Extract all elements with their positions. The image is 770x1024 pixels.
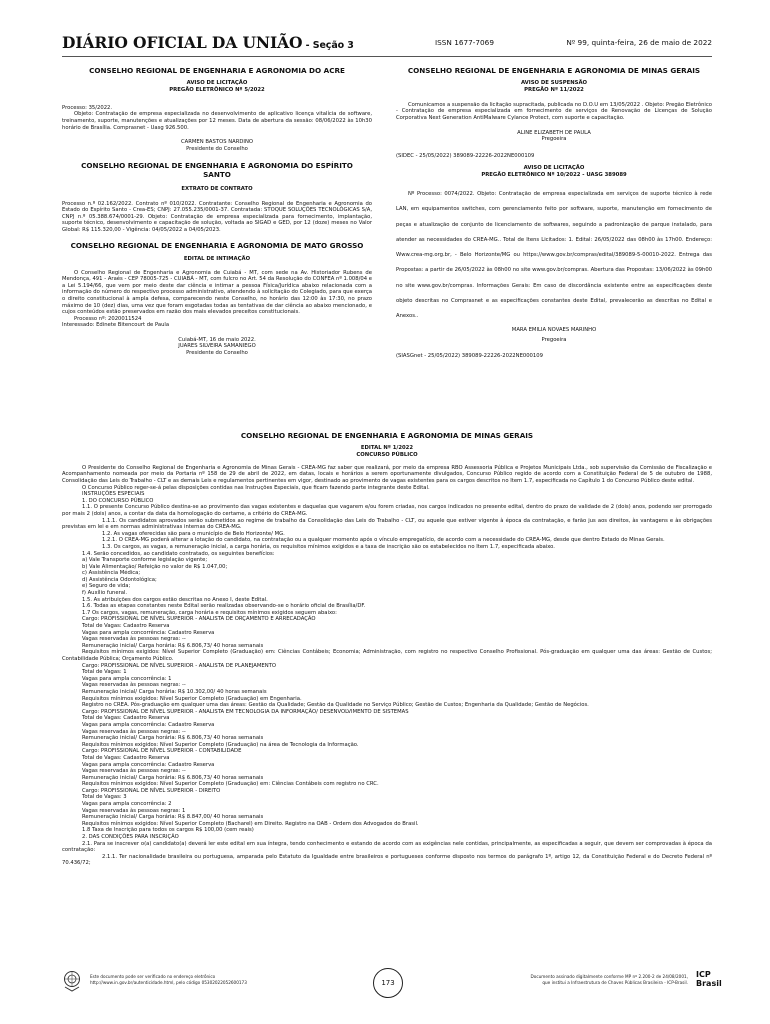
edital-paragraph: Vagas reservadas às pessoas negras: -- (82, 768, 186, 775)
edital-paragraph: Total de Vagas: 3 (82, 794, 127, 801)
edital-paragraph: Remuneração inicial/ Carga horária: R$ 8.847,00/ 40 horas semanais (82, 814, 264, 821)
acre-org-heading: CONSELHO REGIONAL DE ENGENHARIA E AGRONOMIA DO ACRE (89, 66, 345, 75)
edital-paragraph: Cargo: PROFISSIONAL DE NÍVEL SUPERIOR - ANALISTA DE PLANEJAMENTO (82, 662, 276, 669)
mg-signer-role: Pregoeira (541, 136, 567, 143)
edital-paragraph: Requisitos mínimos exigidos: Nível Superior Completo (Graduação) em: Ciências Contábeis com registro no CRC. (82, 781, 379, 788)
left-column (62, 67, 372, 357)
edital-paragraph: Vagas reservadas às pessoas negras: -- (82, 728, 186, 735)
mg-siasg-reference: (SIASGnet - 25/05/2022) 389089-22226-2022NE000109 (396, 352, 543, 359)
mt-edital-type: EDITAL DE INTIMAÇÃO (183, 255, 251, 262)
mg-edital-org-heading: CONSELHO REGIONAL DE ENGENHARIA E AGRONOMIA DE MINAS GERAIS (240, 431, 534, 440)
edital-paragraph: 2.1. Para se inscrever o(a) candidato(a) deverá ler este edital em sua íntegra, tendo conhecimento e estando de acordo com as exigências nele contidas, principalmente, as especificadas a seguir, que devem ser comprovadas à época da contratação: (62, 840, 712, 854)
edital-paragraph: Registro no CREA. Pós-graduação em qualquer uma das áreas: Gestão da Qualidade; Gestão da Qualidade no Serviço Público; Gestão de Custos; Engenharia da Qualidade; Gestão de Negócios. (82, 702, 589, 709)
edital-paragraph: Total de Vagas: 1 (82, 669, 127, 676)
edital-paragraph: b) Vale Alimentação/ Refeição no valor de R$ 1.047,00; (82, 563, 228, 570)
edital-paragraph: Cargo: PROFISSIONAL DE NÍVEL SUPERIOR - CONTABILIDADE (82, 748, 242, 755)
mt-body: O Conselho Regional de Engenharia e Agronomia de Cuiabá - MT, com sede na Av. Historiador Rubens de Mendonça, 491 - Araés - CEP 78005-725 - CUIABÁ - MT, com fulcro no Art. 54 da Resolução do CONFEA nº 1.008/04 e a Lei 5.194/66, que vem por meio deste dar ciência e intimar a pessoa Física/Jurídica abaixo relacionada com a informação do número do respectivo processo administrativo, atendendo à solicitação do Colegiado, para que exerça o direito constitucional à ampla defesa, comparecendo neste Conselho, no horário das 12:00 às 17:30, no prazo máximo de 10 (dez) dias, uma vez que foram esgotadas todas as tentativas de dar ciência ao abaixo mencionado, e cujos conteúdos estão preservados em razão dos mais elevados preceitos constitucionais. (62, 269, 372, 316)
edital-paragraph: Cargo: PROFISSIONAL DE NÍVEL SUPERIOR - DIREITO (82, 787, 221, 794)
acre-processo: Processo: 35/2022. (62, 104, 113, 111)
edital-paragraph: Vagas para ampla concorrência: Cadastro Reserva (82, 721, 215, 728)
mg-edital-number: EDITAL Nº 1/2022 (360, 445, 414, 452)
header-rule (62, 56, 712, 57)
mg-signer-2-role: Pregoeira (541, 337, 567, 344)
mg-pregao-number-2: PREGÃO ELETRÔNICO Nº 10/2022 - UASG 389089 (481, 172, 627, 179)
edital-paragraph: Remuneração inicial/ Carga horária: R$ 6.806,73/ 40 horas semanais (82, 735, 264, 742)
edital-paragraph: 1.2. As vagas oferecidas são para o município de Belo Horizonte/ MG. (102, 530, 285, 537)
edital-paragraph: 1.3. Os cargos, as vagas, a remuneração inicial, a carga horária, os requisitos mínimos exigidos e a taxa de inscrição são os estabelecidos no Item 1.7, especificada abaixo. (102, 543, 555, 550)
mt-processo: Processo nº: 2020011524 (74, 315, 142, 322)
acre-pregao-number: PREGÃO ELETRÔNICO Nº 5/2022 (169, 87, 265, 93)
edital-paragraph: Cargo: PROFISSIONAL DE NÍVEL SUPERIOR - ANALISTA EM TECNOLOGIA DA INFORMAÇÃO/ DESENVOLVIMENTO DE SISTEMAS (82, 708, 409, 715)
mg-signer: ALINE ELIZABETH DE PAULA (517, 129, 591, 136)
edital-paragraph: Remuneração inicial/ Carga horária: R$ 6.806,73/ 40 horas semanais (82, 774, 264, 781)
edital-paragraph: Remuneração inicial/ Carga horária: R$ 6.806,73/ 40 horas semanais (82, 642, 264, 649)
edital-paragraph: O Presidente do Conselho Regional de Engenharia e Agronomia de Minas Gerais - CREA-MG faz saber que realizará, por meio da empresa RBO Assessoria Pública e Projetos Municipais Ltda., sob supervisão da Comissão de Fiscalização e Acompanhamento nomeada por meio da Portaria nº 158 de 29 de abril de 2022, em datas, locais e horários a serem oportunamente divulgados, Concurso Público regido de acordo com a Constituição Federal de 5 de outubro de 1988, Consolidação das Leis do Trabalho - CLT e as demais Leis e regulamentos pertinentes em vigor, destinado ao provimento de vagas existentes para os cargos descritos no Item 1.7, especificada no Capítulo 1 do Concurso Público deste edital. (62, 464, 712, 484)
edital-paragraph: 1.7 Os cargos, vagas, remuneração, carga horária e requisitos mínimos exigidos seguem abaixo: (82, 609, 337, 616)
edital-paragraph: Total de Vagas: Cadastro Reserva (82, 623, 170, 630)
mg-notice-type-2: AVISO DE LICITAÇÃO (523, 165, 585, 172)
section-label: - Seção 3 (302, 40, 354, 51)
icp-brasil-logo (696, 970, 722, 992)
edital-paragraph: Cargo: PROFISSIONAL DE NÍVEL SUPERIOR - ANALISTA DE ORÇAMENTO E ARRECADAÇÃO (82, 616, 316, 623)
mt-signer: JUARES SILVEIRA SAMANIEGO (178, 343, 256, 350)
edital-paragraph: 1.5. As atribuições dos cargos estão descritas no Anexo I, deste Edital. (82, 596, 268, 603)
mg-org-heading: CONSELHO REGIONAL DE ENGENHARIA E AGRONOMIA DE MINAS GERAIS (407, 66, 701, 75)
acre-signer: CARMEN BASTOS NARDINO (180, 139, 254, 146)
edital-paragraph: Total de Vagas: Cadastro Reserva (82, 715, 170, 722)
page-footer (62, 966, 722, 996)
page-number: 173 (373, 968, 403, 998)
edital-paragraph: 1.8 Taxa de Inscrição para todos os cargos R$ 100,00 (cem reais) (82, 827, 254, 834)
mg-concurso-title: CONCURSO PÚBLICO (356, 452, 418, 458)
edital-paragraph: Vagas para ampla concorrência: 2 (82, 801, 172, 808)
edital-paragraph: 1.2.1. O CREA-MG poderá alterar a lotação do candidato, na contratação ou a qualquer momento após o vínculo empregatício, de acordo com a necessidade do CREA-MG, desde que dentro Estado do Minas Gerais. (102, 537, 665, 544)
mg-concurso-section (62, 432, 712, 867)
edital-paragraph: Vagas para ampla concorrência: 1 (82, 675, 172, 682)
edital-paragraph: Remuneração inicial/ Carga horária: R$ 10.302,00/ 40 horas semanais (82, 688, 267, 695)
edital-body (62, 465, 712, 867)
right-column (396, 67, 712, 359)
edital-paragraph: 1.6. Todas as etapas constantes neste Edital serão realizadas observando-se o horário oficial de Brasília/DF. (82, 603, 366, 610)
issue-number-date: Nº 99, quinta-feira, 26 de maio de 2022 (566, 38, 712, 47)
edital-paragraph: Vagas para ampla concorrência: Cadastro Reserva (82, 761, 215, 768)
edital-paragraph: O Concurso Público reger-se-á pelas disposições contidas nas Instruções Especiais, que ficam fazendo parte integrante deste Edital. (82, 484, 430, 491)
edital-paragraph: INSTRUÇÕES ESPECIAIS (82, 491, 145, 498)
edital-paragraph: 1.1.1. Os candidatos aprovados serão submetidos ao regime de trabalho da Consolidação das Leis do Trabalho - CLT, ou aquele que estiver vigente à época da contratação, e farão jus aos direitos, às vantagens e às obrigações previstas em lei e em normas administrativas internas do CREA-MG. (62, 517, 712, 531)
issn: ISSN 1677-7069 (435, 38, 494, 47)
coat-of-arms-icon (62, 970, 82, 992)
edital-paragraph: 2. DAS CONDIÇÕES PARA INSCRIÇÃO (82, 834, 179, 841)
edital-paragraph: Requisitos mínimos exigidos: Nível Superior Completo (Graduação) em Engenharia. (82, 695, 302, 702)
mg-pregao-number: PREGÃO Nº 11/2022 (524, 87, 584, 93)
edital-paragraph: Vagas reservadas às pessoas negras: -- (82, 682, 186, 689)
footer-verify-text: Este documento pode ser verificado no endereço eletrônico http://www.in.gov.br/autenticidade.html, pelo código 05302022052600173 (90, 974, 247, 985)
edital-paragraph: e) Seguro de vida; (82, 583, 131, 590)
edital-paragraph: f) Auxílio funeral. (82, 590, 128, 597)
mg-licitacao-body: Nº Processo: 0074/2022. Objeto: Contratação de empresa especializada em serviços de suporte técnico à rede LAN, em equipamentos switches, com gerenciamento feito por software, suporte, manutenção em fornecimento de peças e atualização de conjunto de licenciamento de softwares, seguindo a padronização de parque instalado, para atender as necessidades do CREA-MG.. Total de Itens Licitados: 1. Edital: 26/05/2022 das 08h00 às 17h00. Endereço: Www.crea-mg.org.br, - Belo Horizonte/MG ou https://www.gov.br/compras/edital/389089-5-00010-2022. Entrega das Propostas: a partir de 26/05/2022 às 08h00 no site www.gov.br/compras. Abertura das Propostas: 13/06/2022 às 09h00 no site www.gov.br/compras. Informações Gerais: Em caso de discordância existente entre as especificações deste objeto descritas no Comprasnet e as especificações constantes deste Edital, prevalecerão as descritas no Edital e Anexos.. (396, 190, 712, 320)
edital-paragraph: 1.4. Serão concedidos, ao candidato contratado, os seguintes benefícios: (82, 550, 275, 557)
mg-notice-type: AVISO DE SUSPENSÃO (520, 80, 588, 87)
icp-logo-text: ICP Brasil (696, 970, 722, 988)
edital-paragraph: Vagas reservadas às pessoas negras: -- (82, 636, 186, 643)
page-header (62, 33, 712, 53)
mt-interessado: Interessado: Edinete Bitencourt de Paula (62, 322, 170, 329)
acre-notice-type: AVISO DE LICITAÇÃO (186, 80, 248, 87)
mt-org-heading: CONSELHO REGIONAL DE ENGENHARIA E AGRONOMIA DE MATO GROSSO (70, 240, 364, 250)
es-org-heading: CONSELHO REGIONAL DE ENGENHARIA E AGRONOMIA DO ESPÍRITO SANTO (81, 161, 353, 179)
footer-signature-text: Documento assinado digitalmente conforme MP nº 2.200-2 de 24/08/2001, que institui a Infraestrutura de Chaves Públicas Brasileira - ICP-Brasil. (530, 974, 688, 985)
mt-signer-role: Presidente do Conselho (186, 350, 248, 357)
edital-paragraph: 2.1.1. Ter nacionalidade brasileira ou portuguesa, amparada pelo Estatuto da Igualdade entre brasileiros e portugueses conforme disposto nos termos do parágrafo 1º, artigo 12, da Constituição Federal e do Decreto Federal nº 70.436/72; (62, 853, 712, 867)
edital-paragraph: Vagas reservadas às pessoas negras: 1 (82, 807, 186, 814)
edital-paragraph: Requisitos mínimos exigidos: Nível Superior Completo (Bacharel) em Direito. Registro na OAB - Ordem dos Advogados do Brasil. (82, 820, 419, 827)
edital-paragraph: Requisitos mínimos exigidos: Nível Superior Completo (Graduação) em: Ciências Contábeis; Economia; Administração, com registro no respectivo Conselho Profissional. Pós-graduação em qualquer uma das áreas: Gestão de Custos; Contabilidade Pública; Orçamento Público. (62, 649, 712, 663)
edital-paragraph: Total de Vagas: Cadastro Reserva (82, 754, 170, 761)
edital-paragraph: c) Assistência Médica; (82, 570, 141, 577)
edital-paragraph: d) Assistência Odontológica; (82, 576, 157, 583)
edital-paragraph: 1. DO CONCURSO PÚBLICO (82, 497, 154, 504)
edital-paragraph: a) Vale Transporte conforme legislação vigente; (82, 557, 208, 564)
mg-suspension-body: Comunicamos a suspensão da licitação supracitada, publicada no D.O.U em 13/05/2022 . Objeto: Pregão Eletrônico - Contratação de empresa especializada em fornecimento de serviços de Renovação de Licenças de Solução Corporativa Next Generation AntiMalware Cylance Protect, com suporte e capacitação. (396, 101, 712, 121)
es-body: Processo n.º 02.162/2022. Contrato nº 010/2022. Contratante: Conselho Regional de Engenharia e Agronomia do Estado do Espírito Santo - Crea-ES; CNPJ: 27.055.235/0001-37. Contratada: STOQUE SOLUÇÕES TECNOLÓGICAS S/A, CNPJ n.º 05.388.674/0001-29. Objeto: Contratação de empresa especializada para fornecimento, implantação, suporte técnico, desenvolvimento e capacitação de solução, voltada ao SIGAD e GED, por 12 (doze) meses no Valor Global: R$ 115.320,00 - Vigência: 04/05/2022 a 04/05/2023. (62, 200, 372, 233)
acre-signer-role: Presidente do Conselho (186, 145, 248, 152)
mg-sidec-reference: (SIDEC - 25/05/2022) 389089-22226-2022NE000109 (396, 152, 535, 159)
mg-signer-2: MARA EMILIA NOVAES MARINHO (511, 326, 597, 333)
edital-paragraph: Requisitos mínimos exigidos: Nível Superior Completo (Graduação) na área de Tecnologia da Informação. (82, 741, 359, 748)
publication-title: DIÁRIO OFICIAL DA UNIÃO - Seção 3 (62, 33, 354, 52)
edital-paragraph: Vagas para ampla concorrência: Cadastro Reserva (82, 629, 215, 636)
acre-objeto: Objeto: Contratação de empresa especializada no desenvolvimento de aplicativo licença vitalícia de software, treinamento, suporte, manutenções e atualizações por 12 meses. Data de abertura da sessão: 08/06/2022 às 10h30 horário de Brasília. Comprasnet - Uasg 926.500. (62, 111, 372, 131)
es-extrato-type: EXTRATO DE CONTRATO (181, 185, 253, 192)
mt-place-date: Cuiabá-MT, 16 de maio 2022. (178, 336, 256, 343)
edital-paragraph: 1.1. O presente Concurso Público destina-se ao provimento das vagas existentes e daquelas que vagarem e/ou forem criadas, nos cargos indicados no presente edital, dentro do prazo de validade de 2 (dois) anos, podendo ser prorrogado por mais 2 (dois) anos, a contar da data da homologação do certame, a critério do CREA-MG. (62, 504, 712, 517)
